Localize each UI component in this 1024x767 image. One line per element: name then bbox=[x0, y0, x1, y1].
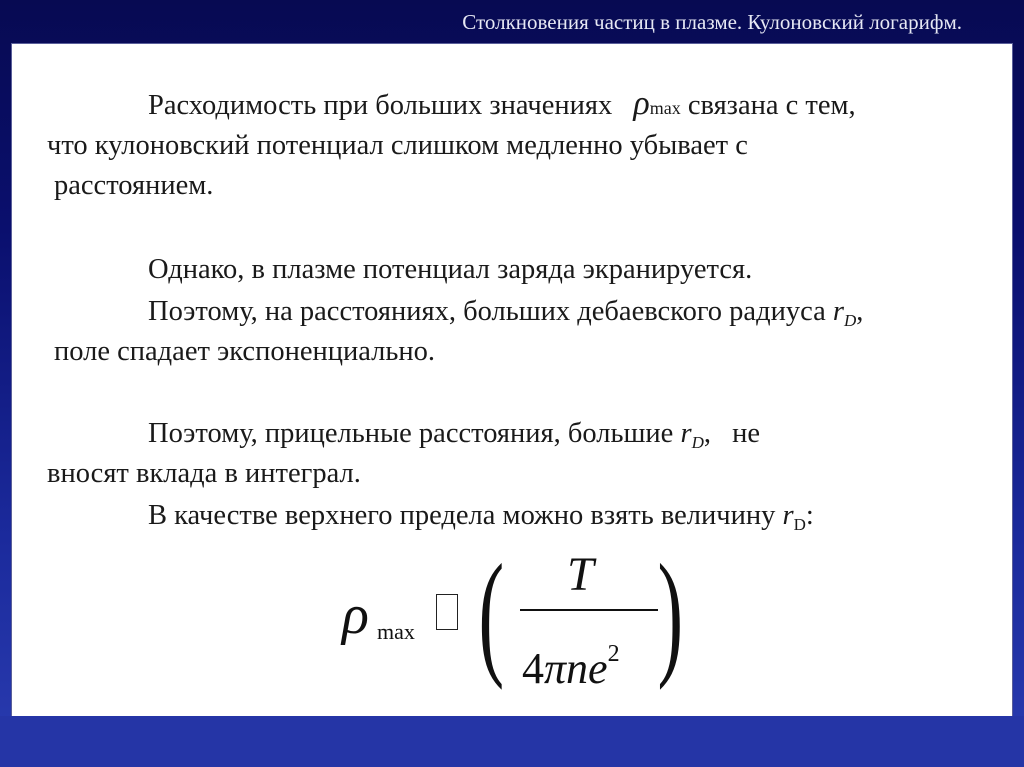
formula-rho-subscript: max bbox=[377, 619, 415, 644]
text-segment: , bbox=[703, 418, 711, 449]
denominator-exponent: 2 bbox=[607, 641, 620, 667]
denominator-pi: π bbox=[544, 644, 567, 693]
right-parenthesis: ) bbox=[657, 536, 684, 691]
left-parenthesis: ( bbox=[478, 536, 505, 691]
text-segment: не bbox=[732, 418, 760, 449]
denominator-coefficient: 4 bbox=[522, 644, 544, 693]
text-segment: , bbox=[856, 296, 864, 327]
text-segment: связана с тем, bbox=[687, 90, 856, 121]
paragraph-2-line-1: Однако, в плазме потенциал заряда экранируется. bbox=[148, 254, 753, 285]
paragraph-1-line-2: что кулоновский потенциал слишком медленно убывает с bbox=[47, 130, 748, 161]
slide-content-panel bbox=[11, 43, 1013, 717]
slide-title: Столкновения частиц в плазме. Кулоновский логарифм. bbox=[462, 10, 962, 34]
r-symbol: r bbox=[680, 418, 692, 449]
paragraph-2-line-3: поле спадает экспоненциально. bbox=[54, 336, 435, 367]
text-segment: Расходимость при больших значениях bbox=[148, 90, 613, 121]
r-subscript: D bbox=[793, 515, 806, 534]
paragraph-3-line-2: вносят вклада в интеграл. bbox=[47, 458, 361, 489]
debye-radius-formula bbox=[342, 536, 702, 693]
fraction-denominator bbox=[522, 629, 620, 694]
text-segment: Поэтому, прицельные расстояния, большие bbox=[148, 418, 674, 449]
text-segment: В качестве верхнего предела можно взять величину bbox=[148, 500, 776, 531]
r-subscript: D bbox=[843, 311, 857, 330]
bottom-bar bbox=[0, 716, 1024, 767]
rho-subscript: max bbox=[649, 98, 681, 118]
r-symbol: r bbox=[832, 296, 844, 327]
paragraph-1-line-3: расстоянием. bbox=[54, 170, 214, 201]
r-symbol: r bbox=[782, 500, 794, 531]
paragraph-2-line-2 bbox=[148, 294, 863, 339]
fraction-bar bbox=[520, 609, 658, 611]
fraction-numerator: T bbox=[567, 548, 594, 601]
text-segment: Поэтому, на расстояниях, больших дебаевского радиуса bbox=[148, 296, 826, 327]
text-segment: : bbox=[805, 500, 814, 531]
denominator-variables: ne bbox=[566, 644, 608, 693]
r-subscript: D bbox=[691, 433, 704, 452]
paragraph-1-line-1 bbox=[148, 85, 856, 126]
approx-relation-symbol bbox=[436, 594, 458, 630]
rho-symbol: ρ bbox=[633, 85, 650, 122]
paragraph-3-line-1 bbox=[148, 416, 760, 461]
formula-rho-symbol: ρ bbox=[342, 584, 369, 646]
